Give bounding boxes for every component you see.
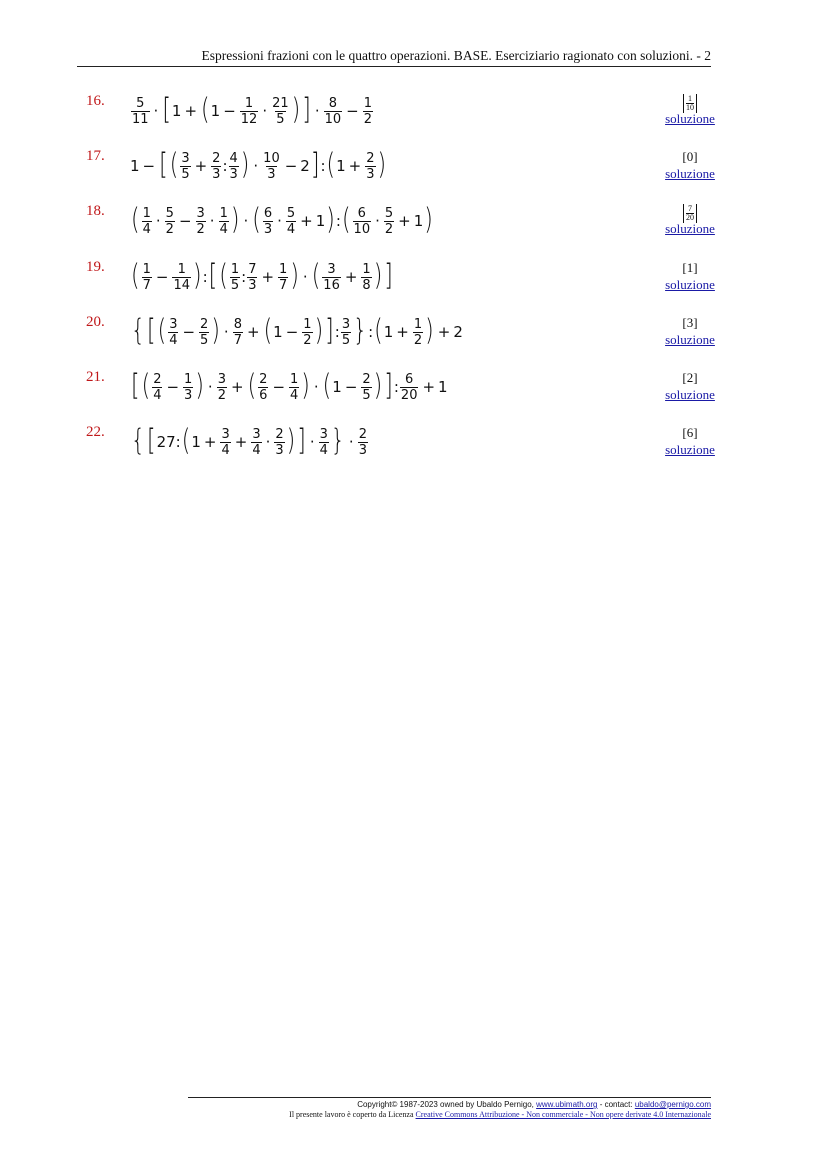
answer-fraction: $\frac{7}{20}$ [683, 204, 697, 223]
exercise-number: 18. [86, 203, 105, 219]
solution-link[interactable]: soluzione [665, 442, 715, 457]
exercise-number: 16. [86, 93, 105, 109]
expression: { [ 27: ( 1 + $\frac{3}{4}$ + $\frac{3}{4}$ · 2 3 ) ] · 3 4 } · 2 3 [131, 424, 367, 459]
exercise-number: 20. [86, 314, 105, 330]
expression: 5 11 · [ 1 + ( 1 − $\frac{1}{12}$ · 21 5 ) ] · 8 10 − $\frac{1}{2}$ [132, 93, 373, 128]
expression: { [ ( 3 4 − $\frac{2}{5}$ ) · 8 7 + ( 1 − $\frac{1}{2}$ ) ] : 3 5 } : ( 1 + $\frac{1}{2}$ ) + 2 [131, 314, 463, 349]
answer: [2] soluzione [655, 369, 725, 403]
exercise-number: 17. [86, 148, 105, 164]
solution-link[interactable]: soluzione [665, 166, 715, 181]
exercise-number: 19. [86, 259, 105, 275]
answer: [6] soluzione [655, 424, 725, 458]
email-link[interactable]: ubaldo@pernigo.com [634, 1100, 711, 1109]
expression: ( 1 4 · 5 2 − $\frac{3}{2}$ · 1 4 ) · ( 6 3 · 5 4 + 1 ) : ( 6 10 · 5 2 + 1 ) [131, 203, 433, 238]
answer [655, 93, 725, 127]
exercise-22 [0, 424, 828, 472]
answer: [3] soluzione [655, 314, 725, 348]
page-header: Espressioni frazioni con le quattro operazioni. BASE. Eserciziario ragionato con soluzioni. - 2 [77, 48, 711, 67]
answer [655, 203, 725, 237]
expression: 1 − [ ( 3 5 + $\frac{2}{3}$ : 4 3 ) · 10 3 − 2 ] : ( 1 + $\frac{2}{3}$ ) [130, 148, 387, 183]
exercise-20 [0, 314, 828, 362]
exercise-21 [0, 369, 828, 417]
exercise-19 [0, 259, 828, 307]
solution-link[interactable]: soluzione [665, 111, 715, 126]
exercise-number: 22. [86, 424, 105, 440]
expression: ( 1 7 − $\frac{1}{14}$ ) : [ ( 1 5 : 7 3 + $\frac{1}{7}$ ) · ( 3 16 + $\frac{1}{8}$ ) ] [131, 259, 393, 294]
answer-fraction: $\frac{1}{10}$ [683, 94, 697, 113]
solution-link[interactable]: soluzione [665, 277, 715, 292]
page-footer: Copyright© 1987-2023 owned by Ubaldo Pernigo, www.ubimath.org - contact: ubaldo@pernigo.com Il presente lavoro è coperto da Licenza Creative Commons Attribuzione - Non commerciale - Non opere derivate 4.0 Internazionale [188, 1097, 711, 1120]
answer: [1] soluzione [655, 259, 725, 293]
exercise-18 [0, 203, 828, 251]
site-link[interactable]: www.ubimath.org [536, 1100, 598, 1109]
exercise-16 [0, 93, 828, 141]
exercise-17 [0, 148, 828, 196]
solution-link[interactable]: soluzione [665, 221, 715, 236]
license-link[interactable]: Creative Commons Attribuzione - Non commerciale - Non opere derivate 4.0 Internazionale [415, 1110, 711, 1119]
solution-link[interactable]: soluzione [665, 387, 715, 402]
solution-link[interactable]: soluzione [665, 332, 715, 347]
exercise-number: 21. [86, 369, 105, 385]
answer: [0] soluzione [655, 148, 725, 182]
expression: [ ( 2 4 − $\frac{1}{3}$ ) · 3 2 + ( 2 6 − $\frac{1}{4}$ ) · ( 1 − $\frac{2}{5}$ ) ] : 6 20 + 1 [131, 369, 448, 404]
